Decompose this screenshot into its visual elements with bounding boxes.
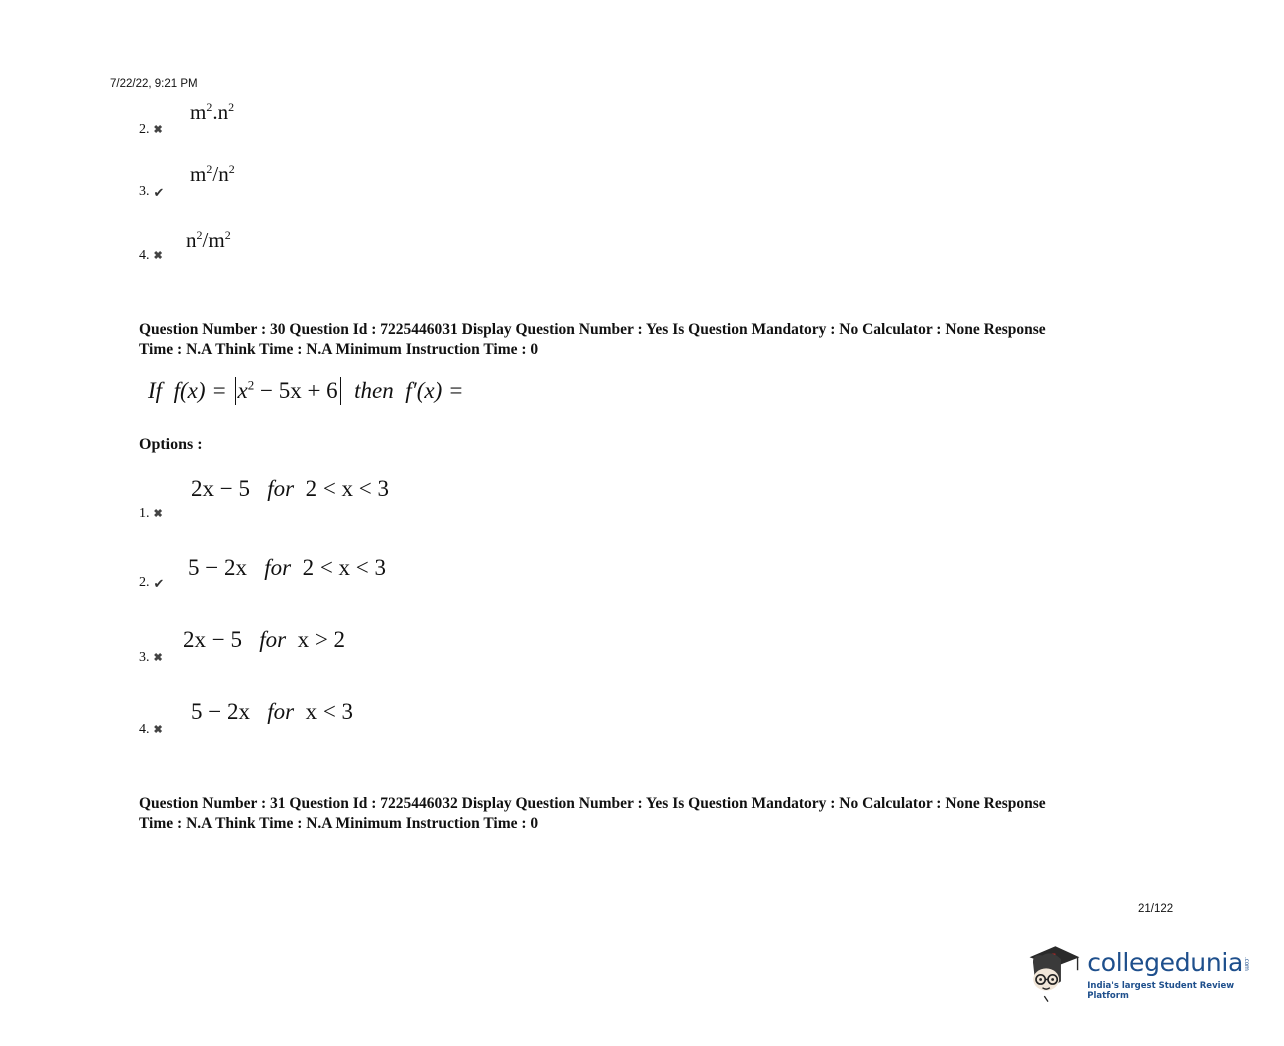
- cross-icon: ✖: [153, 123, 163, 136]
- option-1-number: [139, 506, 163, 522]
- stem-function: f(x) =: [173, 378, 227, 403]
- prev-option-3-number: [139, 184, 164, 200]
- option-3-expression: 2x − 5 for x > 2: [183, 627, 346, 652]
- cross-icon: ✖: [153, 249, 163, 262]
- prev-option-2-expression: $m^2.n^2$: [190, 100, 235, 124]
- prev-option-4-expression: $n^2/m^2$: [186, 228, 231, 252]
- question-meta-line-2: Time : N.A Think Time : N.A Minimum Instruction Time : 0: [139, 340, 539, 358]
- check-icon: ✔: [153, 184, 165, 200]
- stem-if: If: [148, 378, 163, 403]
- option-number: 1.: [139, 506, 150, 521]
- mascot-icon: [1024, 938, 1081, 1008]
- question-31-meta: [139, 794, 1169, 833]
- stem-abs-exp: 2: [247, 377, 255, 393]
- option-number: 2.: [139, 575, 150, 590]
- abs-bar-right: [340, 377, 341, 405]
- question-meta-line-1: Question Number : 31 Question Id : 7225446032 Display Question Number : Yes Is Question Mandatory : No Calculator : None Response: [139, 795, 1046, 812]
- cross-icon: ✖: [153, 723, 163, 736]
- option-number: 3.: [139, 184, 150, 199]
- prev-option-2-number: [139, 122, 163, 138]
- option-4-number: [139, 722, 163, 738]
- question-meta-line-1: Question Number : 30 Question Id : 7225446031 Display Question Number : Yes Is Question Mandatory : No Calculator : None Response: [139, 321, 1046, 338]
- option-number: 4.: [139, 722, 150, 737]
- cross-icon: ✖: [153, 507, 163, 520]
- stem-abs-x: x: [237, 378, 248, 403]
- cross-icon: ✖: [153, 651, 163, 664]
- option-2-expression: 5 − 2x for 2 < x < 3: [188, 555, 387, 580]
- option-number: 2.: [139, 122, 150, 137]
- stem-then: then: [354, 378, 394, 403]
- page-number: 21/122: [1138, 903, 1174, 915]
- option-number: 3.: [139, 650, 150, 665]
- question-30-meta: [139, 320, 1169, 359]
- prev-option-4-number: [139, 248, 163, 264]
- question-meta-line-2: Time : N.A Think Time : N.A Minimum Instruction Time : 0: [139, 814, 539, 832]
- prev-option-3-expression: $m^2/n^2$: [190, 162, 235, 186]
- options-label: Options :: [139, 436, 203, 453]
- abs-bar-left: [235, 377, 236, 405]
- stem-derivative: f′(x) =: [405, 378, 464, 403]
- check-icon: ✔: [153, 575, 165, 591]
- brand-tagline: India's largest Student Review Platform: [1087, 981, 1235, 1001]
- question-30-stem: [148, 377, 464, 405]
- print-timestamp: 7/22/22, 9:21 PM: [110, 78, 198, 90]
- brand-name: collegedunia: [1087, 948, 1244, 977]
- option-2-number: [139, 575, 164, 591]
- option-3-number: [139, 650, 163, 666]
- brand-suffix: .com: [1243, 957, 1251, 971]
- option-1-expression: 2x − 5 for 2 < x < 3: [191, 476, 390, 501]
- stem-abs-rest: − 5x + 6: [254, 378, 338, 403]
- option-number: 4.: [139, 248, 150, 263]
- option-4-expression: 5 − 2x for x < 3: [191, 699, 354, 724]
- collegedunia-logo: [1024, 938, 1264, 1008]
